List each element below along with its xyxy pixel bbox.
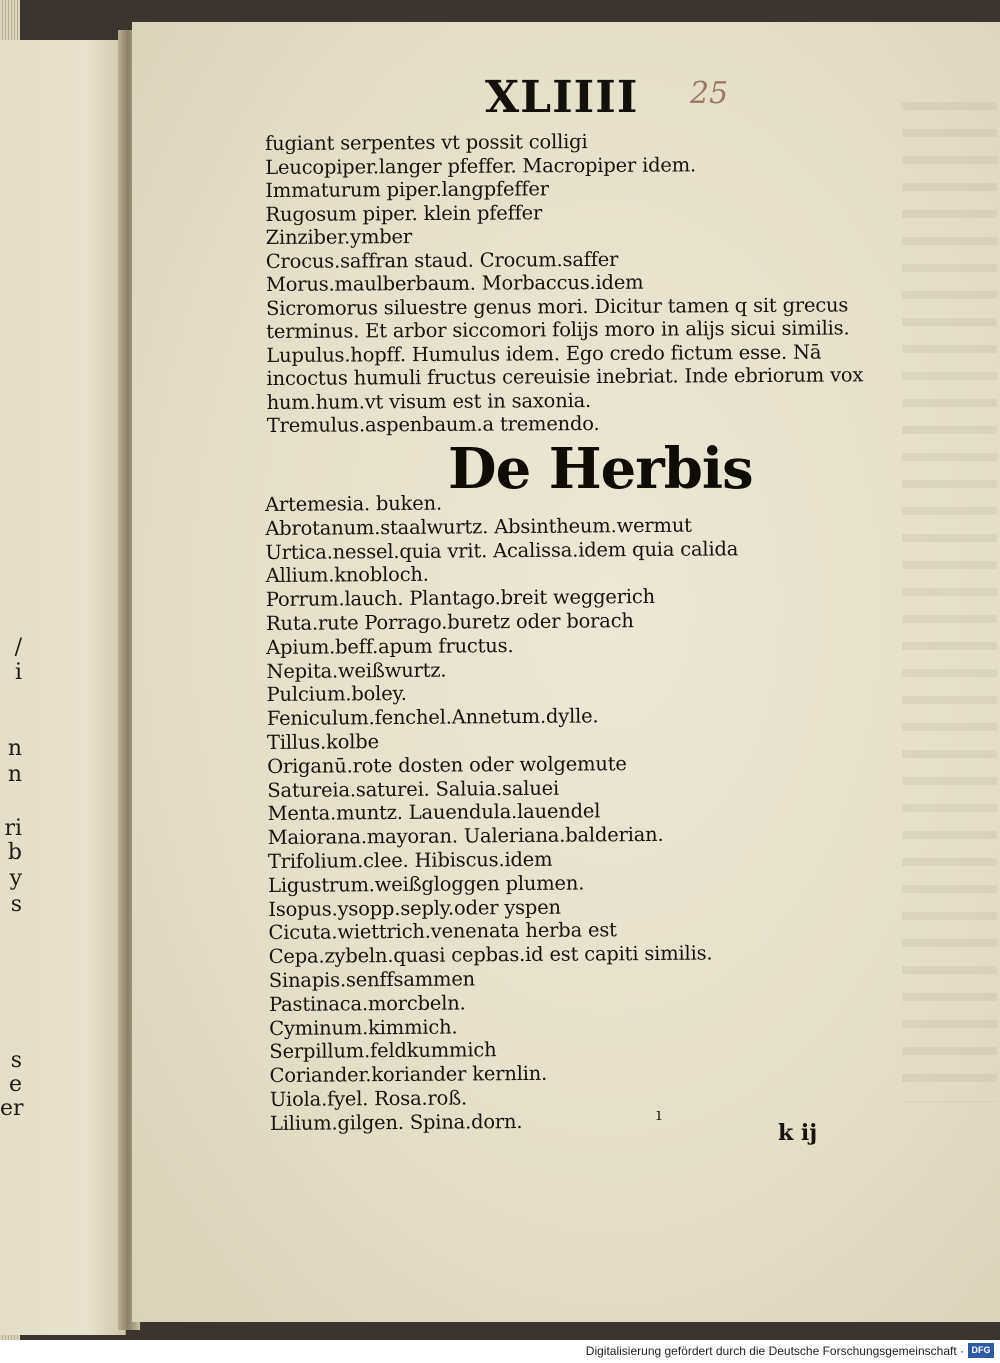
left-edge-fragment: n <box>7 736 22 761</box>
text-line: Lupulus.hopff. Humulus idem. Ego credo fictum esse. Nā <box>266 340 822 367</box>
herb-line: Menta.muntz. Lauendula.lauendel <box>267 799 601 826</box>
herb-line: Cepa.zybeln.quasi cepbas.id est capiti similis. <box>268 941 713 969</box>
herb-line: Cicuta.wiettrich.venenata herba est <box>268 918 617 945</box>
text-line: hum.hum.vt visum est in saxonia. <box>266 388 592 414</box>
herb-line: Pastinaca.morcbeln. <box>268 991 466 1016</box>
herb-line: Isopus.ysopp.seply.oder yspen <box>268 895 561 921</box>
left-edge-fragment: n <box>7 762 22 787</box>
herb-line: Sinapis.senffsammen <box>268 967 476 992</box>
herb-line: Ligustrum.weißgloggen plumen. <box>267 871 585 897</box>
herb-line: Trifolium.clee. Hibiscus.idem <box>267 847 553 873</box>
left-page <box>0 40 126 1335</box>
herb-line: Cyminum.kimmich. <box>269 1015 458 1040</box>
herb-line: Origanū.rote dosten oder wolgemute <box>267 751 627 778</box>
herb-line: Ruta.rute Porrago.buretz oder borach <box>265 609 634 635</box>
show-through-text <box>902 102 997 1102</box>
pen-mark: ı <box>656 1104 662 1125</box>
text-line: Sicromorus siluestre genus mori. Dicitur tamen q sit grecus <box>266 292 849 320</box>
left-edge-fragment: i <box>14 660 22 685</box>
left-edge-fragment: er <box>0 1096 24 1121</box>
left-edge-fragment: ri <box>4 816 22 841</box>
herb-line: Apium.beff.apum fructus. <box>266 633 514 659</box>
text-line: Leucopiper.langer pfeffer. Macropiper idem. <box>265 152 697 179</box>
left-edge-fragment: e <box>8 1072 22 1097</box>
folio-number: XLIIII <box>485 72 639 123</box>
herb-line: Feniculum.fenchel.Annetum.dylle. <box>266 704 599 731</box>
text-line: Rugosum piper. klein pfeffer <box>265 200 543 226</box>
herb-line: Porrum.lauch. Plantago.breit weggerich <box>265 585 656 612</box>
text-line: Crocus.saffran staud. Crocum.saffer <box>265 247 619 273</box>
left-edge-fragment: s <box>10 892 22 917</box>
herb-line: Maiorana.mayoran. Ualeriana.balderian. <box>267 823 664 850</box>
left-edge-fragment: y <box>9 866 22 891</box>
signature-mark: k ij <box>778 1120 818 1146</box>
dfg-logo: DFG <box>968 1343 994 1358</box>
section-heading: De Herbis <box>448 436 753 502</box>
left-edge-fragment: / <box>14 635 22 660</box>
herb-line: Nepita.weißwurtz. <box>266 658 447 683</box>
herb-line: Abrotanum.staalwurtz. Absintheum.wermut <box>265 513 692 540</box>
pencil-page-number: 25 <box>690 76 729 111</box>
text-line: Morus.maulberbaum. Morbaccus.idem <box>265 270 644 296</box>
text-line: Zinziber.ymber <box>265 225 413 249</box>
herb-line: Tillus.kolbe <box>266 730 379 754</box>
herb-line: Urtica.nessel.quia vrit. Acalissa.idem quia calida <box>265 536 739 564</box>
herb-line: Artemesia. buken. <box>265 491 443 516</box>
footer-credit: Digitalisierung gefördert durch die Deutsche Forschungsgemeinschaft · <box>585 1344 964 1358</box>
herb-line: Satureia.saturei. Saluia.saluei <box>267 776 560 802</box>
herb-line: Lilium.gilgen. Spina.dorn. <box>269 1109 523 1135</box>
top-text-block <box>265 128 867 437</box>
herb-line: Allium.knobloch. <box>265 563 429 588</box>
herb-line: Coriander.koriander kernlin. <box>269 1061 548 1088</box>
text-line: Immaturum piper.langpfeffer <box>265 177 549 202</box>
text-line: incoctus humuli fructus cereuisie inebriat. Inde ebriorum vox <box>266 363 864 390</box>
left-edge-fragment: s <box>10 1048 22 1073</box>
herb-list <box>265 489 790 1136</box>
text-line: Tremulus.aspenbaum.a tremendo. <box>266 411 600 437</box>
herb-line: Serpillum.feldkummich <box>269 1038 497 1064</box>
text-line: fugiant serpentes vt possit colligi <box>265 130 588 155</box>
left-edge-fragment: b <box>7 840 22 865</box>
herb-line: Uiola.fyel. Rosa.roß. <box>269 1086 468 1111</box>
herb-line: Pulcium.boley. <box>266 682 407 707</box>
text-line: terminus. Et arbor siccomori folijs moro in alijs sicui similis. <box>266 316 850 343</box>
footer-bar <box>0 1340 1000 1363</box>
